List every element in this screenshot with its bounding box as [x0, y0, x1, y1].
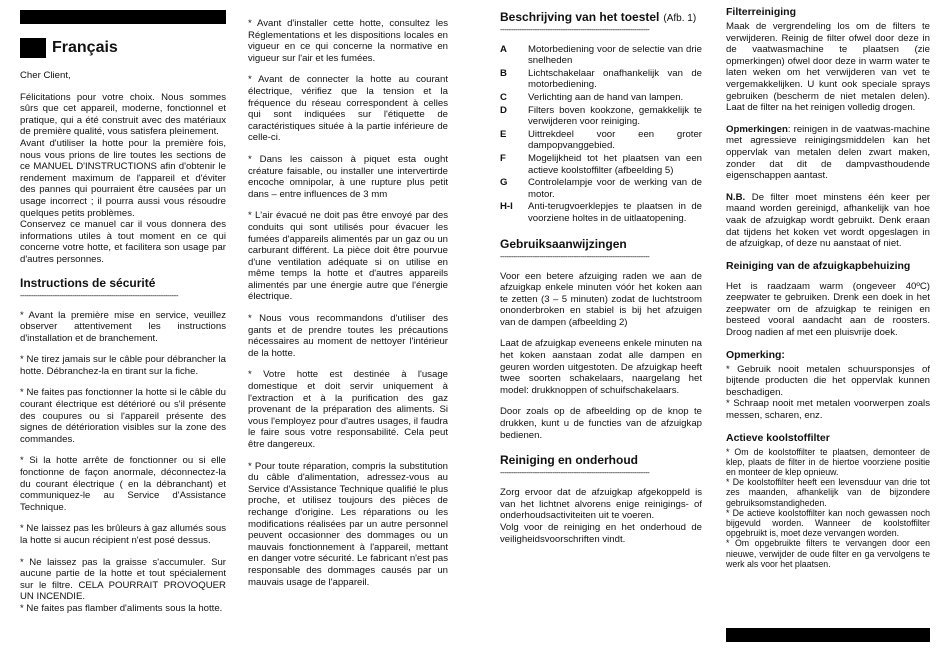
cleaning-paragraph: Zorg ervoor dat de afzuigkap afgekoppeld is van het lichtnet alvorens enige reinigings- of onderhoudsactiviteiten uit te voeren. [500, 487, 702, 522]
item-text: Mogelijkheid tot het plaatsen van een actieve koolstoffilter (afbeelding 5) [528, 152, 702, 176]
language-heading [20, 38, 226, 58]
usage-paragraph: Voor een betere afzuiging raden we aan de afzuigkap enkele minuten vóór het koken aan te zetten (3 – 5 minuten) zodat de luchtstroom ononderbroken en stabiel is bij het afzuigen van de dampen (afbeelding 2) [500, 270, 702, 328]
item-text: Anti-terugvoerklepjes te plaatsen in de voorziene holtes in de uitlaatopening. [528, 201, 702, 224]
component-list [500, 44, 702, 225]
figure-reference: (Afb. 1) [663, 13, 697, 24]
description-heading [500, 12, 702, 25]
item-text: Motorbediening voor de selectie van drie snelheden [528, 43, 702, 67]
carbon-filter-list [726, 447, 930, 569]
list-item [500, 153, 702, 176]
list-item [500, 68, 702, 91]
note-text: : reinigen in de vaatwas-machine met agressieve reinigingsmiddelen kan het oppervlak van metalen delen zwart maken, zonder dat dit de dampvasthoudende eigenschappen aantast. [726, 123, 930, 182]
item-key: E [500, 128, 507, 140]
section-title-note: Opmerking: [726, 348, 785, 361]
list-item [500, 177, 702, 200]
list-item [500, 105, 702, 128]
safety-item: * Votre hotte est destinée à l'usage domestique et doit servir uniquement à l'extraction et à la purification des gaz provenant de la préparation des aliments. Si vous l'employez pour d'autres usages, il faudra le faire sous votre responsabilité. Cela peut être dangereux. [248, 369, 448, 450]
item-key: G [500, 177, 508, 189]
section-title-description: Beschrijving van het toestel [500, 10, 660, 24]
column-dutch-description [500, 0, 702, 660]
intro-paragraph: Avant d'utiliser la hotte pour la première fois, nous vous prions de lire toutes les sections de ce MANUEL D'INSTRUCTIONS afin d'obtenir le rendement maximum de l'appareil et d'éviter des pannes qui pourraient être causées par un usage incorrect ; il pourra aussi vous résoudre quelques petits problèmes. [20, 137, 226, 219]
section-title-carbon-filter: Actieve koolstoffilter [726, 431, 830, 444]
item-text: Controlelampje voor de werking van de motor. [528, 177, 702, 200]
safety-item: * Ne tirez jamais sur le câble pour débrancher la hotte. Débranchez-la en tirant sur la fiche. [20, 354, 226, 377]
header-bar [20, 10, 226, 24]
usage-paragraph: Laat de afzuigkap eveneens enkele minuten na het koken aanstaan zodat alle dampen en geuren worden uitgestoten. De afzuigkap heeft twee soorten schakelaars, naargelang het model: drukknoppen of schuifschakelaars. [500, 338, 702, 396]
item-key: C [500, 91, 507, 103]
section-title-usage: Gebruiksaanwijzingen [500, 236, 627, 251]
usage-paragraph: Door zoals op de afbeelding op de knop te drukken, kunt u de functies van de afzuigkap bedienen. [500, 406, 702, 441]
safety-item: * Avant de connecter la hotte au courant électrique, vérifiez que la tension et la fréquence du réseau correspondent à celles qui sont indiquées sur l'étiquette de caractéristiques située à la partie inférieure de celle-ci. [248, 74, 448, 144]
filter-paragraph: Maak de vergrendeling los om de filters te verwijderen. Reinig de filter ofwel door deze in de vaatwasmachine te plaatsen (zie opmerkingen) ofwel door deze in warm water te laten weken om het verwijderen van vet te vergemakkelijken. U kunt ook speciale sprays gebruiken (bescherm de niet metalen delen). Laat de filter na het reinigen volledig drogen. [726, 21, 930, 114]
section-title-filter: Filterreiniging [726, 6, 797, 18]
safety-item: * L'air évacué ne doit pas être envoyé par des conduits qui sont utilisés pour évacuer les fumées d'appareils alimentés par un gaz ou un carburant différent. La pièce doit être pourvue d'une ventilation adéquate si on utilise en même temps la hotte et d'autres appareils alimentés par une énergie autre que l'énergie électrique. [248, 210, 448, 303]
list-item [500, 129, 702, 152]
carbon-item: * Om opgebruikte filters te vervangen door een nieuwe, verwijder de oude filter en ga vervolgens te werk als voor het plaatsen. [726, 538, 930, 569]
column-dutch-cleaning [726, 0, 930, 660]
item-key: F [500, 152, 506, 164]
safety-item: * Avant d'installer cette hotte, consultez les Réglementations et les dispositions locales en vigueur en ce qui concerne la normative en vigueur sur l'air et les fumées. [248, 18, 448, 64]
item-key: H-I [500, 201, 513, 213]
dashed-rule: --------------------------------------------------------------------- [500, 468, 650, 478]
filter-nb [726, 192, 930, 250]
note-item: * Schraap nooit met metalen voorwerpen zoals messen, scharen, enz. [726, 398, 930, 422]
item-text: Uittrekdeel voor een groter dampopvanggebied. [528, 128, 702, 152]
section-title-housing: Reiniging van de afzuigkapbehuizing [726, 259, 911, 272]
safety-item: * Ne faites pas flamber d'aliments sous la hotte. [20, 602, 223, 614]
greeting: Cher Client, [20, 70, 71, 81]
list-item [500, 201, 702, 224]
dashed-rule: --------------------------------------------------------------------- [500, 24, 650, 34]
column-french-intro [20, 0, 226, 660]
safety-item: * Si la hotte arrête de fonctionner ou si elle fonctionne de façon anormale, déconnectez-la du courant électrique ( en la débranchant) et communiquez-le au Service d'Assistance Technique. [20, 455, 226, 513]
item-text: Filters boven kookzone, gemakkelijk te verwijderen voor reiniging. [528, 104, 702, 128]
carbon-item: * De koolstoffilter heeft een levensduur van drie tot zes maanden, afhankelijk van de bijzondere gebruiksomstandigheden. [726, 477, 930, 508]
dashed-rule: --------------------------------------------------------------------- [500, 251, 650, 261]
list-item [500, 44, 702, 67]
safety-item: * Ne laissez pas les brûleurs à gaz allumés sous la hotte si aucun récipient n'est posé dessus. [20, 523, 226, 546]
note-item: * Gebruik nooit metalen schuursponsjes of bijtende producten die het oppervlak kunnen beschadigen. [726, 363, 930, 398]
safety-item: * Ne laissez pas la graisse s'accumuler. Sur aucune partie de la hotte et tout spécialement sur le filtre. CELA POURRAIT PROVOQUER UN INCENDIE. [20, 556, 226, 603]
nb-text: De filter moet minstens één keer per maand worden gereinigd, afhankelijk van hoe vaak de afzuigkap wordt gebruikt. Denk eraan dat tijdens het koken vet wordt opgeslagen in de afzuigkap, of deze nu aanstaat of niet. [726, 191, 930, 250]
carbon-item: * Om de koolstoffilter te plaatsen, demonteer de klep, plaats de filter in de hiertoe voorziene positie en monteer de klep opnieuw. [726, 446, 930, 478]
footer-bar [726, 628, 930, 642]
carbon-item: * De actieve koolstoffilter kan noch gewassen noch bijgevuld worden. Wanneer de koolstoffilter opgebruikt is, moet deze vervangen worden. [726, 507, 930, 539]
list-item [500, 92, 702, 104]
safety-item: * Ne faites pas fonctionner la hotte si le câble du courant électrique est détérioré ou s'il présente des coupures ou si l'appareil présente des signes de détérioration visibles sur la zone des commandes. [20, 387, 226, 445]
section-title-cleaning: Reiniging en onderhoud [500, 453, 638, 468]
item-key: D [500, 104, 507, 116]
item-key: A [500, 43, 507, 55]
note-label: Opmerkingen [726, 123, 788, 135]
item-text: Verlichting aan de hand van lampen. [528, 91, 684, 103]
safety-item: * Pour toute réparation, compris la substitution du câble d'alimentation, adressez-vous au Service d'Assistance Technique qualifié le plus proche, et utilisez toujours des pièces de rechange d'origine. Les réparations ou les modifications réalisées par un autre personnel peuvent occasionner des dommages ou un mauvais fonctionnement à l'appareil, mettant en danger votre sécurité. Le fabricant n'est pas responsable des dommages causés par un mauvais usage de l'appareil. [248, 460, 448, 588]
intro-paragraph: Conservez ce manuel car il vous donnera des informations utiles à tout moment en ce qui concerne votre hotte, et facilitera son usage par d'autres personnes. [20, 219, 226, 265]
section-title-safety: Instructions de sécurité [20, 275, 156, 290]
safety-item: * Avant la première mise en service, veuillez observer attentivement les instructions d'installation et de branchement. [20, 309, 226, 344]
dashed-rule: ------------------------------------------------------------------------- [20, 290, 178, 300]
item-text: Lichtschakelaar onafhankelijk van de motorbediening. [528, 67, 702, 91]
language-marker-block [20, 38, 46, 58]
item-key: B [500, 67, 507, 79]
column-french-safety [248, 0, 448, 660]
safety-item: * Dans les caisson à piquet esta ought créature faisable, ou installer une intervertirde encoche omnipolar, à une rupture plus petit dans – entre influences de 3 mm [248, 153, 448, 200]
safety-item: * Nous vous recommandons d'utiliser des gants et de prendre toutes les précautions nécessaires au moment de nettoyer l'intérieur de la hotte. [248, 313, 448, 359]
intro-paragraph: Félicitations pour votre choix. Nous sommes sûrs que cet appareil, moderne, fonctionnel et pratique, qui a été construit avec des matériaux de première qualité, vous satisfera pleinement. [20, 91, 226, 138]
housing-paragraph: Het is raadzaam warm (ongeveer 40ºC) zeepwater te gebruiken. Drenk een doek in het zeepwater om de afzuigkap te reinigen en besteed vooral aandacht aan de roosters. Droog nadien af met een pluisvrije doek. [726, 280, 930, 339]
nb-label: N.B. [726, 191, 746, 203]
cleaning-paragraph: Volg voor de reiniging en het onderhoud de veiligheidsvoorschriften vindt. [500, 522, 702, 545]
language-title: Français [52, 39, 118, 56]
filter-note [726, 124, 930, 182]
